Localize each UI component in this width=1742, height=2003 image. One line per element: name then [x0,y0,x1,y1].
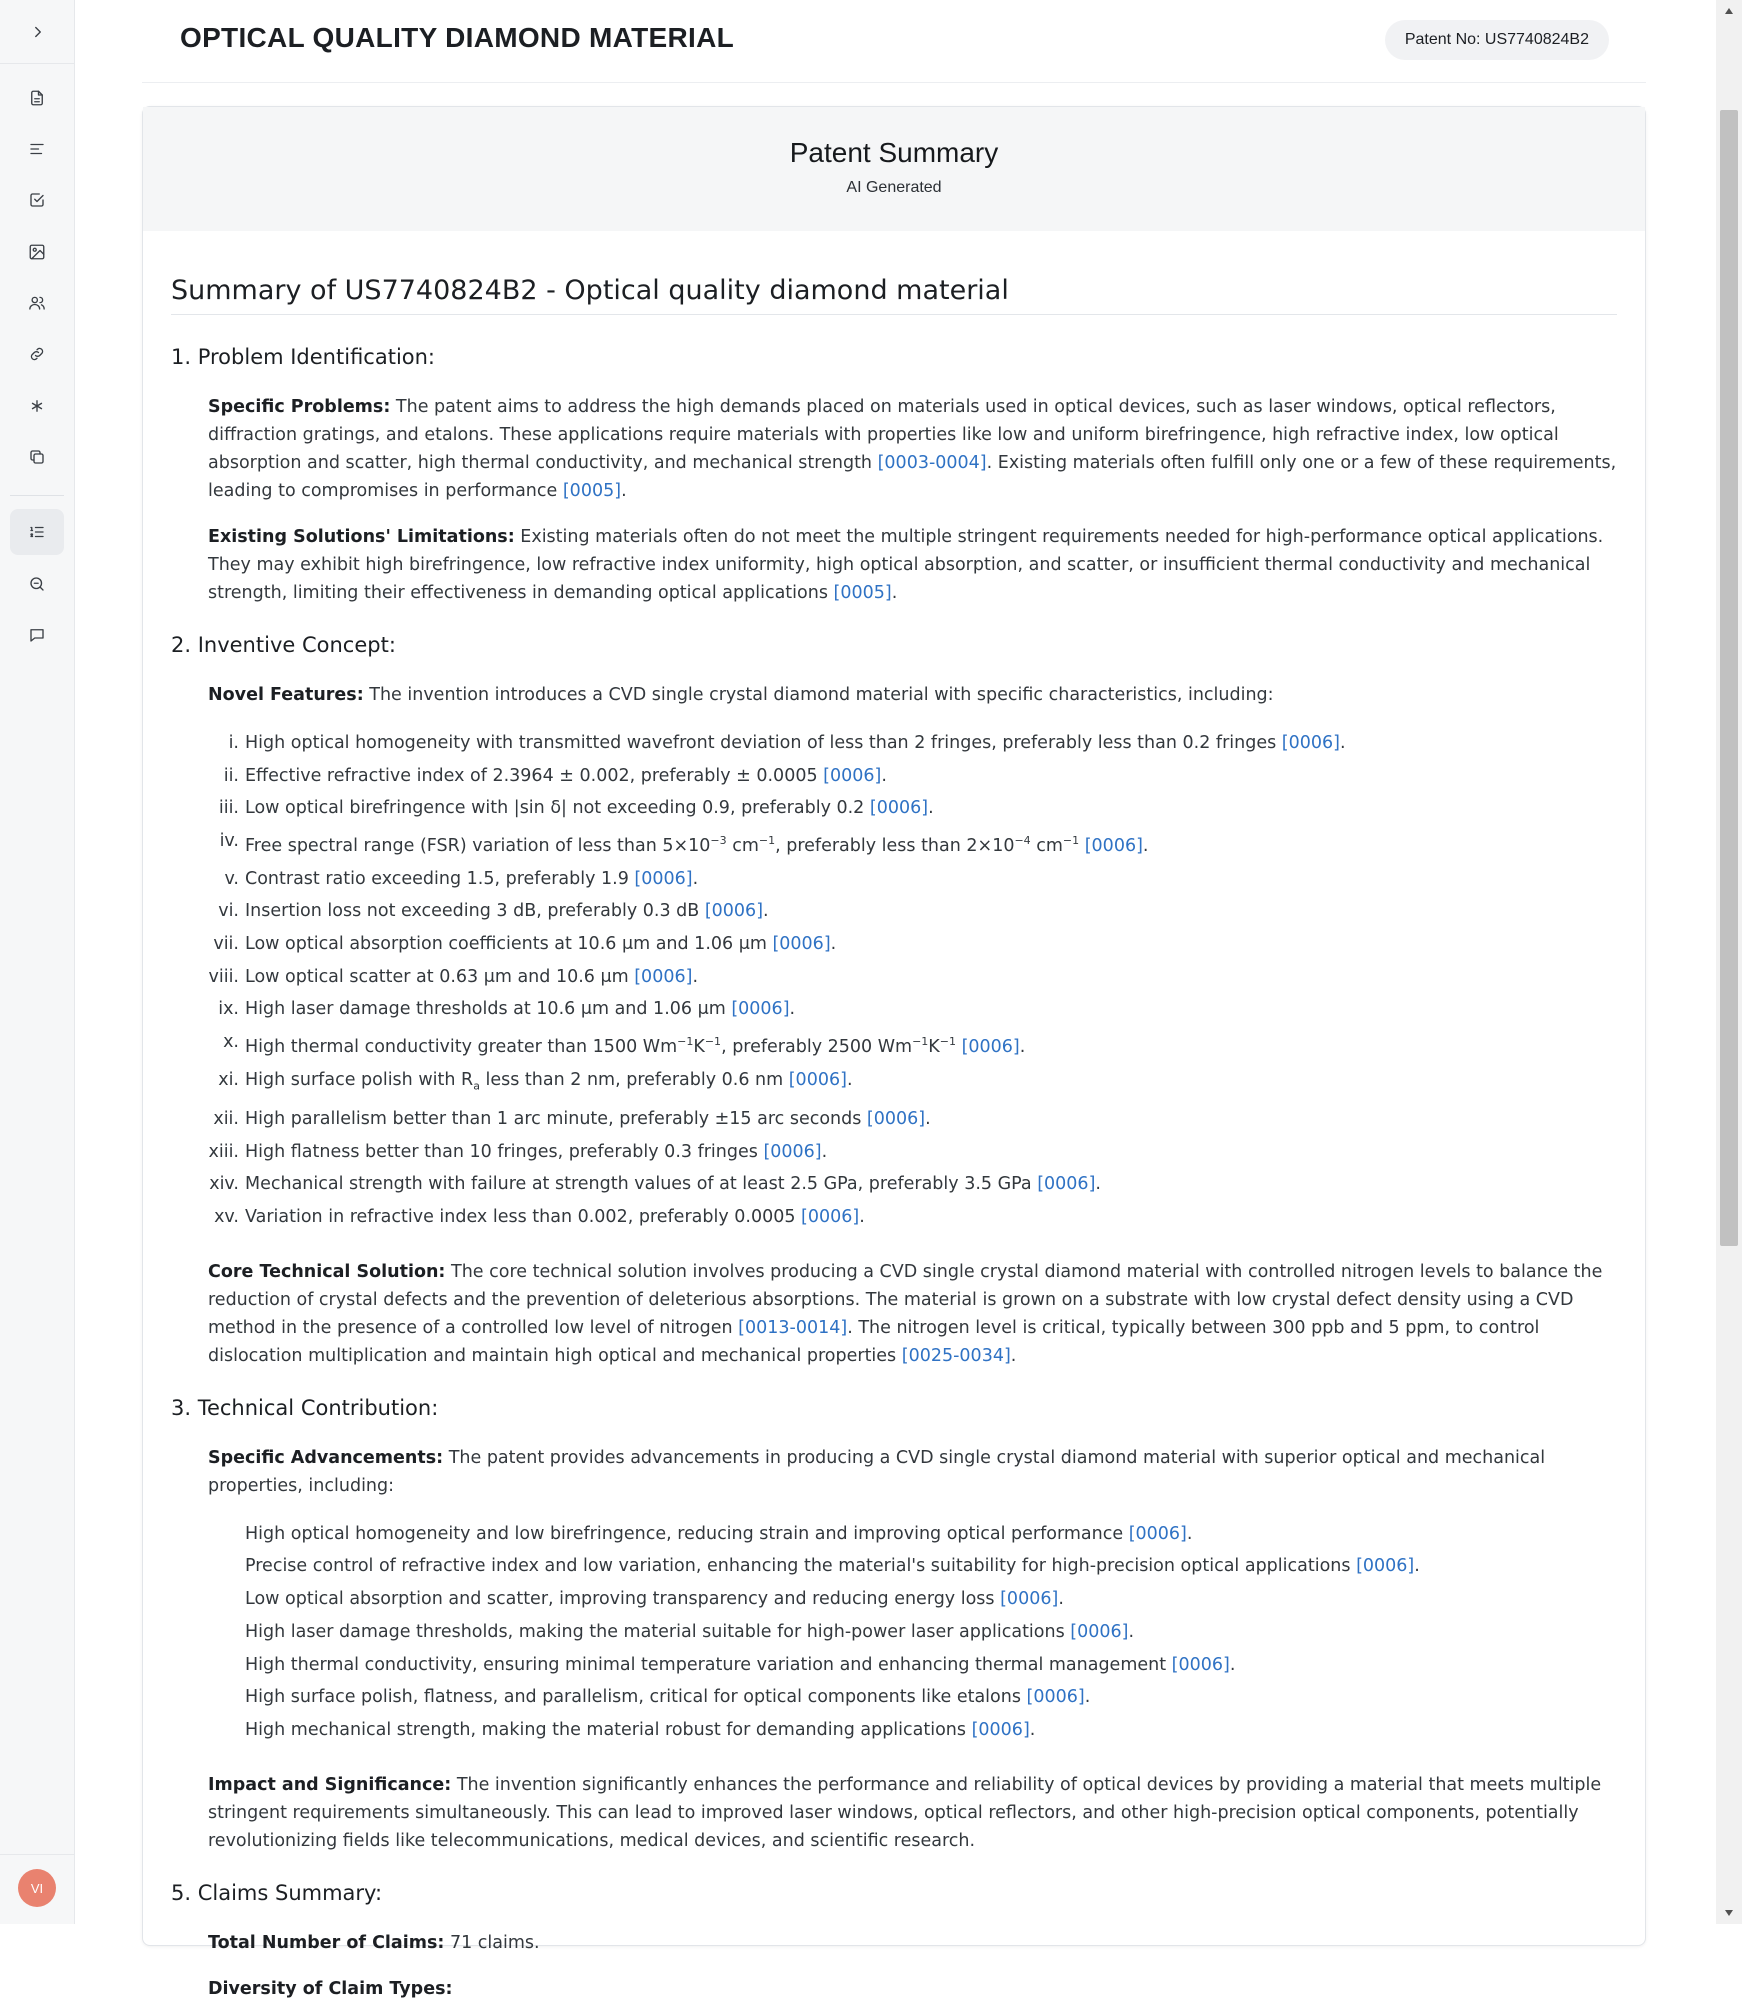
scrollbar-thumb[interactable] [1720,110,1738,1246]
paragraph-text: The patent aims to address the high demands placed on materials used in optical devices, such as laser windows, optical reflectors, diffraction gratings, and etalons. These applications require materials with properties like low and uniform birefringence, high refractive index, low optical absorption and scatter, high thermal conductivity, and mechanical strength [208,397,1559,473]
page-title: OPTICAL QUALITY DIAMOND MATERIAL [180,22,735,53]
checkbox-icon [28,191,46,209]
impact-paragraph [208,1771,1617,1855]
list-item: xii. High parallelism better than 1 arc minute, preferably ±15 arc seconds [0006]. [245,1103,1617,1136]
list-number: iii. [218,798,239,819]
list-item: High optical homogeneity and low birefringence, reducing strain and improving optical performance [0006]. [245,1523,1193,1544]
comment-icon [28,626,46,644]
section-heading-claims: 5. Claims Summary: [171,1880,383,1905]
advancements-list [245,1518,1617,1747]
list-number: viii. [208,966,239,987]
sidebar-item-comments[interactable] [10,612,64,658]
link-icon [28,345,46,363]
list-item-text: Effective refractive index of 2.3964 ± 0.002, preferably ± 0.0005 [245,765,824,786]
superscript: −1 [758,834,776,848]
scroll-down-button[interactable] [1716,1902,1742,1924]
citation-link[interactable]: [0006] [1026,1687,1085,1708]
citation-link[interactable]: [0006] [1070,1621,1129,1642]
citation-link[interactable]: [0006] [1171,1654,1230,1675]
citation-link[interactable]: [0006] [869,798,929,819]
list-item-text: Free spectral range (FSR) variation of less than 5×10 [245,835,711,856]
paragraph-text: The invention introduces a CVD single crystal diamond material with specific characteristics, including: [363,685,1274,705]
list-number: xii. [213,1108,239,1129]
list-item: xv. Variation in refractive index less than 0.002, preferably 0.0005 [0006]. [245,1201,1617,1234]
sidebar-item-document[interactable] [10,75,64,121]
list-item-text: High surface polish, flatness, and parallelism, critical for optical components like etalons [245,1687,1027,1708]
citation-link[interactable]: [0006] [1084,835,1143,856]
citation-link[interactable]: [0006] [961,1036,1020,1057]
list-item: xiv. Mechanical strength with failure at strength values of at least 2.5 GPa, preferably 3.5 GPa [0006]. [245,1168,1617,1201]
list-item-text: less than 2 nm, preferably 0.6 nm [479,1069,789,1090]
paragraph-text: 71 claims. [444,1932,540,1953]
sidebar-expand-button[interactable] [0,0,75,64]
list-item-text: , preferably less than 2×10 [775,835,1015,856]
sidebar-item-images[interactable] [10,229,64,275]
list-number: xi. [218,1069,239,1090]
list-item: v. Contrast ratio exceeding 1.5, preferably 1.9 [0006]. [245,863,1617,896]
list-item: High laser damage thresholds, making the material suitable for high-power laser applications [0006]. [245,1621,1135,1642]
citation-link[interactable]: [0006] [634,966,693,987]
section-heading-problem: 1. Problem Identification: [171,345,436,369]
list-ordered-icon [28,523,46,541]
list-number: v. [224,868,239,889]
list-number: vii. [213,934,239,955]
list-item-text: cm [726,835,759,856]
list-item: vii. Low optical absorption coefficients at 10.6 μm and 1.06 μm [0006]. [245,928,1617,961]
list-item: viii. Low optical scatter at 0.63 μm and 10.6 μm [0006]. [245,961,1617,994]
paragraph-text: Existing materials often do not meet the multiple stringent requirements needed for high-performance optical applications. They may exhibit high birefringence, low refractive index uniformity, high optical absorption, and scatter, or insufficient thermal conductivity and mechanical strength, limiting their effectiveness in demanding optical applications [208,527,1604,603]
asterisk-icon [28,397,46,415]
paragraph-text: The patent provides advancements in producing a CVD single crystal diamond material with superior optical and mechanical properties, including: [208,1447,1546,1496]
list-item: Low optical absorption and scatter, improving transparency and reducing energy loss [0006]. [245,1589,1064,1610]
avatar[interactable]: VI [18,1869,56,1907]
sidebar-item-copies[interactable] [10,434,64,480]
list-item-text: High parallelism better than 1 arc minute, preferably ±15 arc seconds [245,1108,867,1129]
superscript: −1 [1062,834,1080,848]
paragraph-label: Total Number of Claims: [208,1932,445,1953]
list-item-text: Mechanical strength with failure at strength values of at least 2.5 GPa, preferably 3.5 GPa [245,1174,1038,1195]
existing-limitations-paragraph: Existing Solutions' Limitations: Existing materials often do not meet the multiple stringent requirements needed for high-performance optical applications. They may exhibit high birefringence, low refractive index uniformity, high optical absorption, and scatter, or insufficient thermal conductivity and mechanical strength, limiting their effectiveness in demanding optical applications [0005]. [208,527,1604,603]
list-item-text: Variation in refractive index less than 0.002, preferably 0.0005 [245,1207,802,1227]
citation-link[interactable]: [0025-0034] [901,1345,1011,1366]
sidebar-item-links[interactable] [10,331,64,377]
list-number: i. [228,733,239,753]
superscript: −1 [704,1035,722,1049]
paragraph-text: . Existing materials often fulfill only one or a few of these requirements, leading to compromises in performance [208,453,1617,501]
list-item-text: High surface polish with R [245,1069,474,1090]
list-item-text: High flatness better than 10 fringes, preferably 0.3 fringes [245,1141,764,1162]
summary-document-title: Summary of US7740824B2 - Optical quality diamond material [171,275,1617,315]
list-item-text: Low optical absorption and scatter, improving transparency and reducing energy loss [245,1589,1001,1610]
citation-link[interactable]: [0006] [1000,1589,1059,1610]
list-number: ii. [223,765,239,786]
paragraph-label: Existing Solutions' Limitations: [208,527,515,547]
align-left-icon [28,140,46,158]
summary-card-title: Patent Summary [789,137,999,168]
list-number: xv. [214,1207,239,1227]
list-item-text: Low optical scatter at 0.63 μm and 10.6 μm [245,966,635,987]
total-claims-paragraph [208,1929,1617,1957]
summary-card-header [143,107,1645,231]
list-item: ix. High laser damage thresholds at 10.6 μm and 1.06 μm [0006]. [245,993,1617,1026]
page-header [142,0,1646,83]
list-item: iv. Free spectral range (FSR) variation of less than $5\times 10^{-3}$ $cm^{-1}$, preferably less than $2\times 10^{-4}$ $cm^{-1}$ [0006]. [245,825,1617,863]
claim-diversity-paragraph [208,1975,1617,2003]
core-technical-solution-paragraph: Core Technical Solution: The core technical solution involves producing a CVD single crystal diamond material with controlled nitrogen levels to balance the reduction of crystal defects and the prevention of deleterious absorptions. The material is grown on a substrate with low crystal defect density using a CVD method in the presence of a controlled low level of nitrogen [0013-0014]. The nitrogen level is critical, typically between 300 ppb and 5 ppm, to control dislocation multiplication and maintain high optical and mechanical properties [0025-0034]. [208,1261,1603,1366]
list-item-text: cm [1030,835,1063,856]
arrow-up-icon [1724,7,1734,15]
section-heading-contribution: 3. Technical Contribution: [171,1395,439,1420]
citation-link[interactable]: [0005] [562,481,622,501]
list-number: xiv. [209,1174,239,1195]
list-item-text: Contrast ratio exceeding 1.5, preferably 1.9 [245,868,635,889]
image-icon [28,243,46,261]
citation-link[interactable]: [0006] [823,765,882,786]
sidebar-item-claims[interactable] [10,177,64,223]
list-item-text: Precise control of refractive index and low variation, enhancing the material's suitability for high-precision optical applications [245,1556,1357,1577]
sidebar-item-summary[interactable] [10,509,64,555]
list-item-text: Insertion loss not exceeding 3 dB, preferably 0.3 dB [245,901,705,922]
paragraph-text: The invention significantly enhances the performance and reliability of optical devices by providing a material that meets multiple stringent requirements simultaneously. This can lead to improved laser windows, optical reflectors, and other high-precision optical components, potentially revolutionizing fields like telecommunications, medical devices, and scientific research. [208,1774,1602,1851]
sidebar-item-text[interactable] [10,126,64,172]
sidebar-item-highlights[interactable] [10,383,64,429]
list-item-text: High laser damage thresholds at 10.6 μm and 1.06 μm [245,999,732,1020]
list-item-text: Low optical absorption coefficients at 10.6 μm and 1.06 μm [245,934,773,955]
citation-link[interactable]: [0006] [1037,1174,1096,1195]
superscript: −1 [912,1035,929,1049]
list-item-text: Low optical birefringence with |sin δ| not exceeding 0.9, preferably 0.2 [245,798,870,819]
summary-content [143,231,1645,2003]
list-number: iv. [219,831,239,852]
list-number: vi. [218,901,239,922]
users-icon [28,294,46,312]
citation-link[interactable]: [0005] [833,583,892,603]
patent-number-badge: Patent No: US7740824B2 [1385,20,1609,60]
sidebar [0,0,75,1924]
list-item: xiii. High flatness better than 10 fringes, preferably 0.3 fringes [0006]. [245,1136,1617,1169]
citation-link[interactable]: [0006] [801,1207,860,1227]
sidebar-item-people[interactable] [10,280,64,326]
list-number: x. [223,1032,239,1053]
list-item: High mechanical strength, making the material robust for demanding applications [0006]. [245,1719,1036,1740]
list-item-text: High thermal conductivity, ensuring minimal temperature variation and enhancing thermal management [245,1654,1172,1675]
list-item: i. High optical homogeneity with transmitted wavefront deviation of less than 2 fringes, preferably less than 0.2 fringes [0006]. [245,727,1617,760]
citation-link[interactable]: [0006] [1128,1523,1187,1544]
superscript: −3 [710,834,727,848]
summary-card-subtitle: AI Generated [846,179,942,196]
citation-link[interactable]: [0006] [731,999,790,1020]
paragraph-text: . The nitrogen level is critical, typically between 300 ppb and 5 ppm, to control dislocation multiplication and maintain high optical and mechanical properties [208,1317,1540,1366]
specific-advancements-paragraph [208,1444,1617,1500]
list-item-text: High optical homogeneity and low birefringence, reducing strain and improving optical performance [245,1523,1129,1544]
superscript: −1 [677,1035,694,1049]
list-item-text: , preferably 2500 Wm [721,1036,913,1057]
paragraph-label: Core Technical Solution: [208,1261,446,1282]
list-item: iii. Low optical birefringence with |sin δ| not exceeding 0.9, preferably 0.2 [0006]. [245,792,1617,825]
paragraph-label: Diversity of Claim Types: [208,1978,453,1999]
specific-problems-paragraph: Specific Problems: The patent aims to address the high demands placed on materials used in optical devices, such as laser windows, optical reflectors, diffraction gratings, and etalons. These applications require materials with properties like low and uniform birefringence, high refractive index, low optical absorption and scatter, high thermal conductivity, and mechanical strength [0003-0004]. Existing materials often fulfill only one or a few of these requirements, leading to compromises in performance [0005]. [208,397,1617,501]
copy-icon [28,448,46,466]
superscript: −4 [1014,834,1031,848]
section-heading-inventive: 2. Inventive Concept: [171,633,396,657]
list-item: High thermal conductivity, ensuring minimal temperature variation and enhancing thermal management [0006]. [245,1654,1236,1675]
sidebar-item-search[interactable] [10,561,64,607]
citation-link[interactable]: [0006] [1281,733,1340,753]
citation-link[interactable]: [0006] [1356,1556,1415,1577]
paragraph-label: Impact and Significance: [208,1774,452,1795]
list-item-text: High thermal conductivity greater than 1500 Wm [245,1036,678,1057]
list-item-text: K [693,1036,705,1057]
subscript: a [473,1079,480,1093]
list-item-text: High optical homogeneity with transmitted wavefront deviation of less than 2 fringes, preferably less than 0.2 fringes [245,733,1282,753]
list-number: ix. [218,999,239,1020]
list-item-text: High laser damage thresholds, making the material suitable for high-power laser applications [245,1621,1071,1642]
list-number: xiii. [208,1141,239,1162]
zoom-search-icon [28,575,46,593]
paragraph-text: The core technical solution involves producing a CVD single crystal diamond material with controlled nitrogen levels to balance the reduction of crystal defects and the prevention of deleterious absorptions. The material is grown on a substrate with low crystal defect density using a CVD method in the presence of a controlled low level of nitrogen [208,1261,1603,1338]
citation-link[interactable]: [0006] [971,1719,1030,1740]
citation-link[interactable]: [0013-0014] [738,1317,848,1338]
scroll-up-button[interactable] [1716,0,1742,22]
list-item: High surface polish, flatness, and parallelism, critical for optical components like etalons [0006]. [245,1687,1091,1708]
list-item-text: K [928,1036,940,1057]
citation-link[interactable]: [0006] [866,1108,926,1129]
paragraph-label: Specific Advancements: [208,1447,444,1468]
citation-link[interactable]: [0003-0004] [877,453,987,473]
page-scrollbar[interactable] [1716,0,1742,1924]
novel-features-list [208,727,1617,1234]
novel-features-paragraph [208,681,1617,709]
citation-link[interactable]: [0006] [788,1069,847,1090]
list-item-text: High mechanical strength, making the material robust for demanding applications [245,1719,972,1740]
document-icon [28,89,46,107]
citation-link[interactable]: [0006] [772,934,831,955]
chevron-right-icon [29,23,47,41]
summary-card [142,106,1646,1999]
superscript: −1 [939,1035,956,1049]
list-item: Precise control of refractive index and low variation, enhancing the material's suitability for high-precision optical applications [0006]. [245,1556,1420,1577]
list-item: vi. Insertion loss not exceeding 3 dB, preferably 0.3 dB [0006]. [245,895,1617,928]
citation-link[interactable]: [0006] [763,1141,822,1162]
list-item: ii. Effective refractive index of 2.3964 ± 0.002, preferably ± 0.0005 [0006]. [245,760,1617,793]
citation-link[interactable]: [0006] [634,868,693,889]
sidebar-divider [10,495,64,496]
citation-link[interactable]: [0006] [704,901,764,922]
paragraph-label: Specific Problems: [208,397,391,417]
paragraph-label: Novel Features: [208,685,364,705]
arrow-down-icon [1724,1909,1734,1917]
sidebar-bottom-divider [0,1854,75,1855]
list-item: x. High thermal conductivity greater than 1500 $Wm^{-1}K^{-1}$, preferably 2500 $Wm^{-1}K^{-1}$ [0006]. [245,1026,1617,1064]
list-item: xi. High surface polish with $R_a$ less than 2 nm, preferably 0.6 nm [0006]. [245,1064,1617,1103]
